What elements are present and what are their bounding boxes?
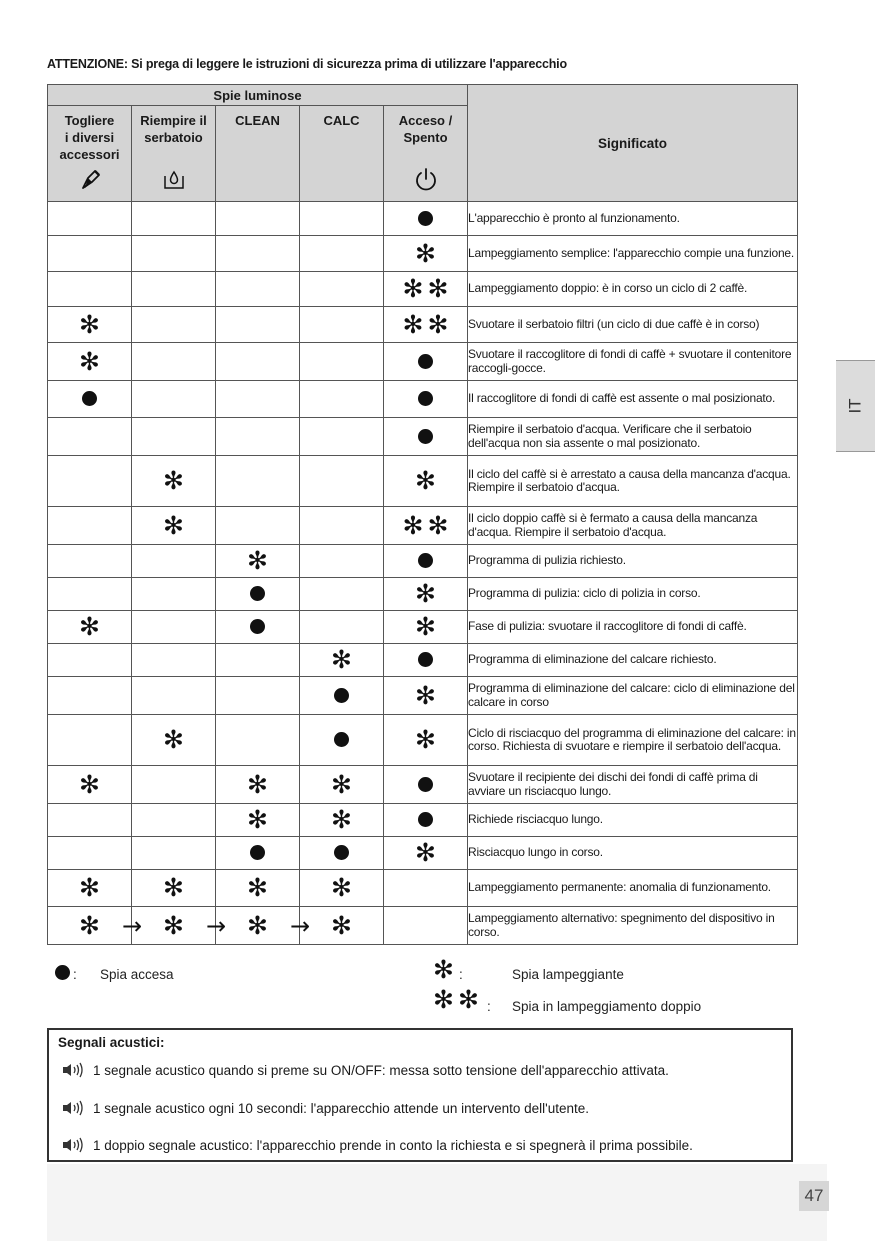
light-cell [384,611,468,644]
safety-warning: ATTENZIONE: Si prega di leggere le istruzioni di sicurezza prima di utilizzare l'apparecchio [47,57,567,71]
light-cell [384,766,468,804]
light-blink-icon: ✻ [247,873,268,902]
light-cell [205,907,300,945]
light-cell [132,870,216,907]
light-cell [300,418,384,456]
table-row [48,545,798,578]
meaning-cell: Il ciclo doppio caffè si è fermato a causa della mancanza d'acqua. Riempire il serbatoio d'acqua. [468,507,798,545]
light-cell [132,715,216,766]
table-row [48,507,798,545]
light-cell [216,837,300,870]
power-icon [384,166,467,195]
light-cell [48,343,132,381]
acoustic-signal-2 [61,1100,589,1116]
light-cell [48,870,132,907]
light-on-icon [418,211,433,226]
meaning-cell: Ciclo di risciacquo del programma di eliminazione del calcare: in corso. Richiesta di svuotare e riempire il serbatoio dell'acqua. [468,715,798,766]
arrow-right-icon: → [205,911,227,940]
meaning-cell: Programma di pulizia richiesto. [468,545,798,578]
light-on-icon [418,812,433,827]
meaning-cell: Lampeggiamento alternativo: spegnimento del dispositivo in corso. [468,907,798,945]
light-cell [132,272,216,307]
light-cell [300,870,384,907]
light-cell [132,804,216,837]
light-blink-icon: ✻ [415,838,436,867]
light-blink-icon: ✻ [247,910,268,940]
table-row [48,644,798,677]
light-blink-icon: ✻ [415,579,436,608]
indicator-lights-table [47,84,798,945]
light-cell [48,907,132,945]
light-blink-icon: ✻ [79,769,100,799]
light-cell [48,644,132,677]
footer-band [47,1164,827,1241]
table-row [48,456,798,507]
table-row [48,307,798,343]
light-blink-icon: ✻ [79,309,100,339]
light-cell [300,578,384,611]
light-double-blink-icon: ✻ [427,309,449,339]
light-blink-icon: ✻ [415,612,436,641]
meaning-cell: Riempire il serbatoio d'acqua. Verificare che il serbatoio dell'acqua non sia assente o mal posizionato. [468,418,798,456]
light-cell [132,418,216,456]
light-double-blink-icon: ✻ [402,510,424,540]
language-tab-label: IT [845,398,865,414]
table-row [48,715,798,766]
light-blink-icon: ✻ [163,873,184,902]
light-cell [216,272,300,307]
light-blink-icon: ✻ [79,873,100,902]
light-cell [384,837,468,870]
light-cell [300,545,384,578]
light-cell [48,715,132,766]
acoustic-signals-box [47,1028,793,1162]
light-cell [384,307,468,343]
light-cell [300,837,384,870]
light-cell [48,578,132,611]
table-row [48,611,798,644]
light-cell [216,202,300,236]
light-cell [300,381,384,418]
table-row [48,578,798,611]
light-on-icon [418,354,433,369]
acoustic-signal-text: 1 segnale acustico ogni 10 secondi: l'apparecchio attende un intervento dell'utente. [93,1100,589,1116]
light-cell [384,545,468,578]
light-cell [132,507,216,545]
light-cell [300,644,384,677]
light-cell [48,381,132,418]
light-on-icon [82,391,97,406]
light-cell [48,837,132,870]
light-cell [300,715,384,766]
light-cell [300,507,384,545]
light-cell [132,236,216,272]
light-cell [48,766,132,804]
meaning-cell: Lampeggiamento semplice: l'apparecchio compie una funzione. [468,236,798,272]
light-cell [216,677,300,715]
speaker-icon [61,1137,83,1153]
brush-icon [48,166,131,195]
light-double-blink-icon: ✻ ✻ [433,985,479,1014]
table-row [48,804,798,837]
meaning-cell: Programma di eliminazione del calcare richiesto. [468,644,798,677]
meaning-cell: Svuotare il recipiente dei dischi dei fondi di caffè prima di avviare un risciacquo lungo. [468,766,798,804]
speaker-icon [61,1062,83,1078]
light-blink-icon: ✻ [415,238,436,268]
light-cell [132,837,216,870]
meaning-cell: Risciacquo lungo in corso. [468,837,798,870]
light-cell [384,381,468,418]
meaning-cell: Il ciclo del caffè si è arrestato a causa della mancanza d'acqua. Riempire il serbatoio d'acqua. [468,456,798,507]
light-double-blink-icon: ✻ [427,510,449,540]
light-blink-icon: ✻ [79,910,100,940]
light-cell [216,578,300,611]
light-blink-icon: ✻ [331,873,352,902]
table-row [48,677,798,715]
light-cell [384,507,468,545]
light-cell [300,307,384,343]
column-header-label: Acceso / Spento [398,113,453,145]
acoustic-title: Segnali acustici: [58,1035,165,1050]
light-on-icon [55,965,70,980]
light-cell [132,578,216,611]
acoustic-signal-text: 1 doppio segnale acustico: l'apparecchio prende in conto la richiesta e si spegnerà il prima possibile. [93,1137,693,1153]
light-on-icon [334,845,349,860]
meaning-header: Significato [468,85,798,202]
light-cell [48,307,132,343]
light-cell [48,611,132,644]
light-cell [48,236,132,272]
light-cell [48,456,132,507]
meaning-cell: Svuotare il serbatoio filtri (un ciclo di due caffè è in corso) [468,307,798,343]
meaning-cell: Il raccoglitore di fondi di caffè est assente o mal posizionato. [468,381,798,418]
light-cell [132,766,216,804]
table-row [48,418,798,456]
acoustic-signal-3 [61,1137,693,1153]
light-cell [300,804,384,837]
column-header-label: Togliere i diversi accessori [59,113,120,162]
light-cell [48,677,132,715]
light-cell [216,343,300,381]
light-cell [384,644,468,677]
light-cell [216,766,300,804]
light-cell [132,343,216,381]
light-cell [300,202,384,236]
light-cell [300,272,384,307]
light-cell [121,907,216,945]
acoustic-signal-text: 1 segnale acustico quando si preme su ON/OFF: messa sotto tensione dell'apparecchio attivata. [93,1062,669,1078]
water-tank-icon [132,168,215,195]
table-row [48,837,798,870]
light-blink-icon: ✻ [433,955,454,984]
column-header-label: CALC [323,113,360,128]
light-cell [216,236,300,272]
light-blink-icon: ✻ [163,466,184,495]
light-blink-icon: ✻ [163,910,184,940]
light-cell [384,236,468,272]
meaning-cell: Richiede risciacquo lungo. [468,804,798,837]
column-header-label: CLEAN [235,113,280,128]
light-cell [384,677,468,715]
light-cell [300,611,384,644]
light-blink-icon: ✻ [79,346,100,376]
light-cell [48,272,132,307]
light-cell [300,456,384,507]
light-blink-icon: ✻ [331,805,352,834]
light-cell [132,677,216,715]
arrow-right-icon: → [121,911,143,940]
light-cell [48,418,132,456]
light-blink-icon: ✻ [331,645,352,674]
light-double-blink-icon: ✻ [402,309,424,339]
light-cell [216,715,300,766]
light-cell [300,343,384,381]
table-row [48,870,798,907]
table-row [48,236,798,272]
light-cell [132,456,216,507]
meaning-cell: Fase di pulizia: svuotare il raccoglitore di fondi di caffè. [468,611,798,644]
meaning-cell: Programma di pulizia: ciclo di polizia in corso. [468,578,798,611]
light-blink-icon: ✻ [247,769,268,799]
light-cell [289,907,384,945]
meaning-cell: Svuotare il raccoglitore di fondi di caffè + svuotare il contenitore raccogli-gocce. [468,343,798,381]
table-row [48,907,798,945]
light-cell [300,677,384,715]
light-blink-icon: ✻ [415,466,436,495]
light-cell [48,202,132,236]
light-blink-icon: ✻ [79,612,100,641]
light-cell [216,507,300,545]
speaker-icon [61,1100,83,1116]
language-tab [836,360,875,452]
legend-on-label: Spia accesa [100,967,174,982]
light-cell [132,611,216,644]
light-cell [48,507,132,545]
column-header-4 [384,106,468,202]
light-on-icon [418,777,433,792]
legend-double-label: Spia in lampeggiamento doppio [512,999,702,1014]
legend-blink-label: Spia lampeggiante [512,967,624,982]
light-on-icon [418,652,433,667]
light-on-icon [334,732,349,747]
light-cell [300,236,384,272]
light-blink-icon: ✻ [163,725,184,754]
light-cell [384,343,468,381]
light-cell [216,381,300,418]
column-header-2 [216,106,300,202]
light-cell [216,418,300,456]
table-row [48,272,798,307]
light-on-icon [334,688,349,703]
column-header-3 [300,106,384,202]
light-cell [384,578,468,611]
page-number: 47 [799,1181,829,1211]
table-row [48,343,798,381]
light-on-icon [418,553,433,568]
arrow-right-icon: → [289,911,311,940]
light-on-icon [418,391,433,406]
column-header-label: Riempire il serbatoio [140,113,207,145]
light-cell [132,644,216,677]
light-cell [132,381,216,418]
light-on-icon [418,429,433,444]
light-on-icon [250,845,265,860]
meaning-cell: L'apparecchio è pronto al funzionamento. [468,202,798,236]
light-cell [216,644,300,677]
light-cell [384,804,468,837]
light-on-icon [250,586,265,601]
column-header-1 [132,106,216,202]
column-header-0 [48,106,132,202]
light-blink-icon: ✻ [163,510,184,540]
table-row [48,381,798,418]
light-cell [132,307,216,343]
light-cell [384,202,468,236]
light-cell [216,456,300,507]
light-cell [216,611,300,644]
light-cell [384,907,468,945]
light-blink-icon: ✻ [415,680,436,710]
light-cell [216,870,300,907]
light-double-blink-icon: ✻ [427,274,449,303]
light-blink-icon: ✻ [415,725,436,754]
meaning-cell: Lampeggiamento permanente: anomalia di funzionamento. [468,870,798,907]
light-cell [384,456,468,507]
acoustic-signal-1 [61,1062,669,1078]
lights-group-header: Spie luminose [48,85,468,106]
light-cell [132,545,216,578]
light-cell [384,870,468,907]
light-cell [216,545,300,578]
light-cell [48,804,132,837]
light-cell [384,715,468,766]
light-cell [48,545,132,578]
light-cell [384,272,468,307]
meaning-cell: Lampeggiamento doppio: è in corso un ciclo di 2 caffè. [468,272,798,307]
light-blink-icon: ✻ [331,910,352,940]
light-blink-icon: ✻ [247,546,268,575]
table-row [48,202,798,236]
meaning-cell: Programma di eliminazione del calcare: ciclo di eliminazione del calcare in corso [468,677,798,715]
light-cell [132,202,216,236]
light-cell [384,418,468,456]
light-double-blink-icon: ✻ [402,274,424,303]
light-cell [300,766,384,804]
light-cell [216,307,300,343]
table-row [48,766,798,804]
light-blink-icon: ✻ [331,769,352,799]
light-on-icon [250,619,265,634]
light-blink-icon: ✻ [247,805,268,834]
light-cell [216,804,300,837]
